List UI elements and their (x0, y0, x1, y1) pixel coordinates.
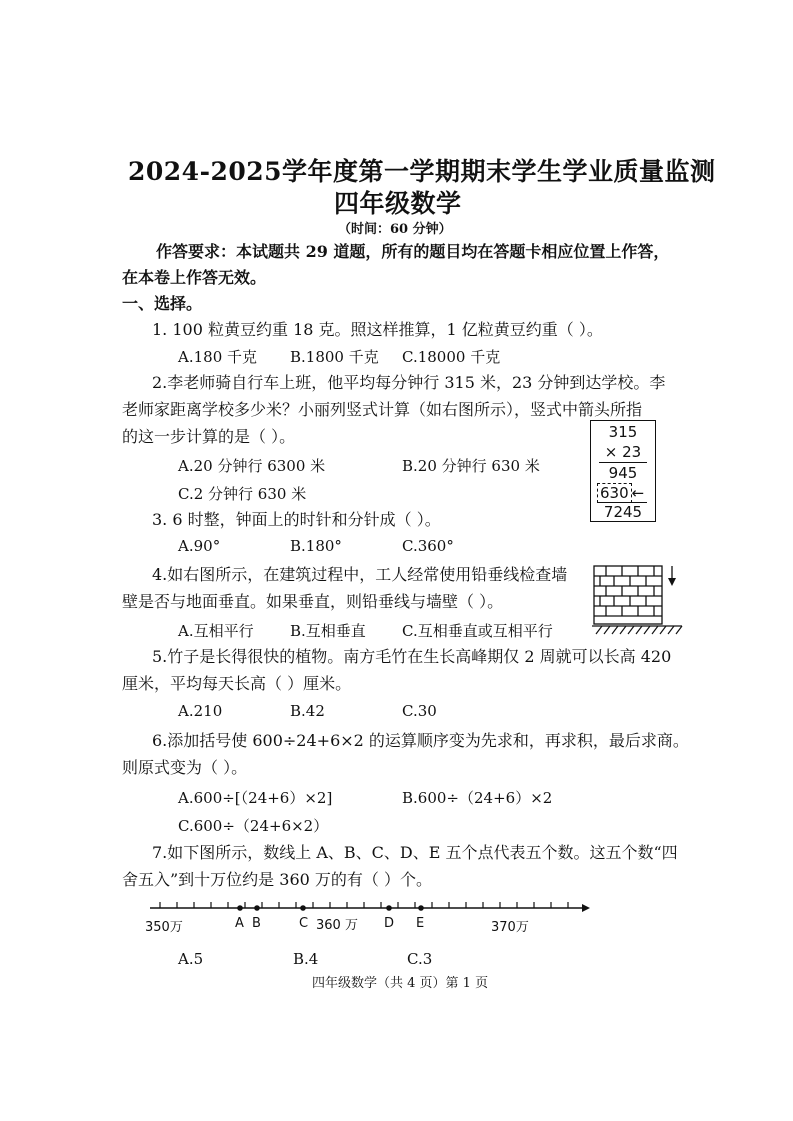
label-e: E (416, 916, 425, 931)
q7-line-1: 7.如下图所示，数线上 A、B、C、D、E 五个点代表五个数。这五个数“四 (152, 843, 678, 862)
label-350: 350万 (145, 920, 183, 935)
number-line (150, 898, 590, 918)
q5-line-2: 厘米，平均每天长高（ ）厘米。 (122, 674, 352, 693)
q3-option-b: B.180° (290, 537, 342, 555)
brick-wall-figure (592, 564, 684, 636)
number-line-ticks (160, 902, 568, 908)
q6-option-b: B.600÷（24+6）×2 (402, 789, 553, 807)
q6-line-2: 则原式变为（ ）。 (122, 758, 248, 777)
point-a (237, 905, 243, 911)
q4-line-1: 4.如右图所示，在建筑过程中，工人经常使用铅垂线检查墙 (152, 565, 568, 584)
calc-product: 7245 (603, 503, 643, 521)
q3-option-c: C.360° (402, 537, 454, 555)
q4-line-2: 壁是否与地面垂直。如果垂直，则铅垂线与墙壁（ ）。 (122, 592, 504, 611)
q1-option-a: A.180 千克 (178, 348, 257, 366)
exam-title: 2024-2025学年度第一学期期末学生学业质量监测 (128, 157, 716, 186)
instructions-line-2: 在本卷上作答无效。 (122, 268, 267, 287)
q6-option-a: A.600÷[（24+6）×2] (178, 789, 333, 807)
q3-text: 3. 6 时整，钟面上的时针和分针成（ ）。 (152, 510, 441, 529)
q5-option-a: A.210 (178, 702, 223, 720)
vertical-calculation (590, 420, 656, 522)
plumb-line-icon (668, 566, 676, 586)
number-line-arrow-icon (582, 904, 590, 912)
q2-option-b: B.20 分钟行 630 米 (402, 457, 540, 475)
q5-option-b: B.42 (290, 702, 325, 720)
q7-option-a: A.5 (178, 950, 204, 968)
q6-option-c: C.600÷（24+6×2） (178, 817, 329, 835)
calc-rule-1 (599, 462, 647, 463)
q4-option-a: A.互相平行 (178, 622, 254, 640)
calc-multiplier: × 23 (604, 443, 642, 461)
q5-option-c: C.30 (402, 702, 437, 720)
q7-option-b: B.4 (293, 950, 319, 968)
section-heading: 一、选择。 (122, 294, 203, 313)
exam-time: （时间：60 分钟） (338, 222, 452, 237)
q4-option-b: B.互相垂直 (290, 622, 366, 640)
q1-option-c: C.18000 千克 (402, 348, 501, 366)
label-c: C (299, 916, 309, 931)
q1-text: 1. 100 粒黄豆约重 18 克。照这样推算，1 亿粒黄豆约重（ ）。 (152, 320, 603, 339)
point-d (386, 905, 392, 911)
q2-line-3: 的这一步计算的是（ ）。 (122, 427, 296, 446)
point-b (254, 905, 260, 911)
q2-option-a: A.20 分钟行 6300 米 (178, 457, 326, 475)
brick-wall (594, 566, 662, 624)
q3-option-a: A.90° (178, 537, 221, 555)
instructions-line-1: 作答要求：本试题共 29 道题，所有的题目均在答题卡相应位置上作答， (156, 242, 670, 261)
calc-multiplicand: 315 (608, 423, 638, 441)
label-360: 360 万 (316, 918, 358, 933)
point-e (418, 905, 424, 911)
q6-line-1: 6.添加括号使 600÷24+6×2 的运算顺序变为先求和，再求积，最后求商。 (152, 731, 689, 750)
exam-subtitle: 四年级数学 (334, 189, 462, 218)
label-a: A (235, 916, 244, 931)
page-footer: 四年级数学（共 4 页）第 1 页 (312, 976, 489, 991)
calc-partial-2-wrap (591, 484, 661, 502)
calc-partial-2: 630 (597, 483, 632, 503)
label-b: B (252, 916, 261, 931)
q1-option-b: B.1800 千克 (290, 348, 379, 366)
point-c (300, 905, 306, 911)
q2-option-c: C.2 分钟行 630 米 (178, 485, 307, 503)
q7-line-2: 舍五入”到十万位约是 360 万的有（ ）个。 (122, 870, 432, 889)
arrow-left-icon: ← (631, 484, 645, 502)
q4-option-c: C.互相垂直或互相平行 (402, 622, 553, 640)
label-d: D (384, 916, 395, 931)
ground-hatching (592, 626, 682, 634)
q7-option-c: C.3 (407, 950, 433, 968)
calc-partial-1: 945 (608, 464, 638, 482)
q2-line-2: 老师家距离学校多少米？小丽列竖式计算（如右图所示），竖式中箭头所指 (122, 400, 643, 419)
q5-line-1: 5.竹子是长得很快的植物。南方毛竹在生长高峰期仅 2 周就可以长高 420 (152, 647, 672, 666)
q2-line-1: 2.李老师骑自行车上班，他平均每分钟行 315 米，23 分钟到达学校。李 (152, 373, 666, 392)
label-370: 370万 (491, 920, 529, 935)
